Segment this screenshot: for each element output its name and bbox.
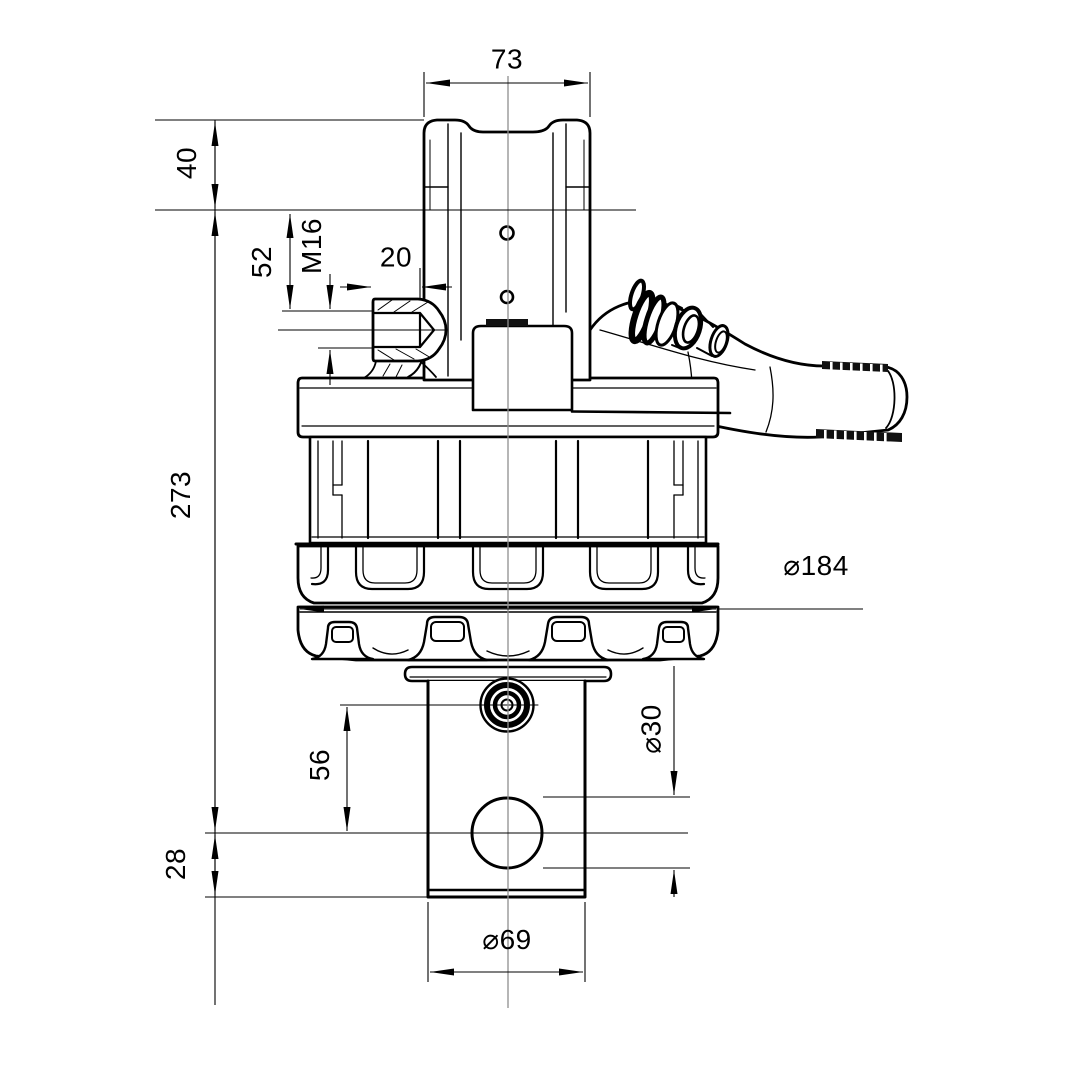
dim-label-52: 52 (246, 245, 277, 279)
dim-label-40: 40 (171, 146, 202, 180)
dim-label-20: 20 (379, 241, 413, 273)
dim-label-diameter-30: ⌀30 (635, 704, 667, 754)
shaft (428, 679, 585, 898)
dim-label-56: 56 (304, 748, 335, 782)
dim-label-28: 28 (160, 847, 191, 881)
bracket-hole-lower (501, 291, 513, 303)
bracket-hole-upper (501, 227, 514, 240)
bracket-foot-block (473, 319, 572, 410)
dim-label-273: 273 (165, 470, 196, 520)
dim-label-diameter-69: ⌀69 (482, 924, 532, 956)
dim-label-m16: M16 (296, 218, 327, 274)
dim-label-diameter-184: ⌀184 (783, 550, 849, 582)
dim-label-73: 73 (490, 43, 524, 75)
flange-ring (296, 544, 718, 607)
